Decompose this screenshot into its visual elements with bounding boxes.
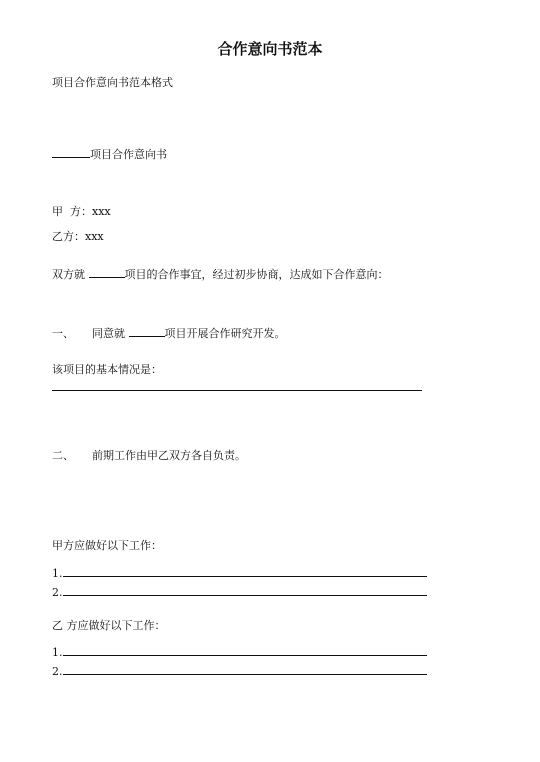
clause-one-before: 同意就 [92, 327, 129, 340]
party-b-task-1 [52, 644, 427, 660]
party-a-task-1-blank[interactable] [63, 565, 427, 577]
clause-one-project-blank[interactable] [129, 325, 165, 337]
clause-one-number: 一、 [52, 327, 74, 340]
project-heading [52, 146, 167, 162]
project-heading-text: 项目合作意向书 [90, 148, 167, 161]
party-b-line [52, 230, 104, 244]
clause-two-text: 前期工作由甲乙双方各自负责。 [92, 449, 246, 462]
party-a-value: xxx [92, 205, 111, 218]
clause-one-after: 项目开展合作研究开发。 [164, 327, 286, 340]
party-a-task-1 [52, 565, 427, 581]
party-a-line [52, 205, 111, 219]
party-b-value: xxx [85, 230, 104, 243]
party-a-task-2 [52, 584, 427, 600]
party-a-tasks-heading: 甲方应做好以下工作： [52, 539, 162, 552]
project-name-blank[interactable] [52, 146, 90, 158]
party-a-task-2-blank[interactable] [63, 584, 427, 596]
party-b-task-2-number: 2. [52, 665, 63, 678]
basic-info-blank[interactable] [52, 390, 422, 391]
intro-before: 双方就 [52, 268, 89, 281]
party-b-task-1-number: 1. [52, 646, 63, 659]
clause-two-number: 二、 [52, 449, 74, 462]
intro-sentence [52, 266, 389, 282]
party-a-label: 甲 方： [52, 205, 92, 218]
basic-info-label: 该项目的基本情况是： [52, 363, 162, 376]
intro-project-blank[interactable] [89, 266, 125, 278]
clause-two [52, 449, 246, 463]
party-a-task-1-number: 1. [52, 567, 63, 580]
party-b-tasks-heading: 乙 方应做好以下工作： [52, 619, 166, 632]
document-subtitle: 项目合作意向书范本格式 [52, 76, 173, 89]
party-b-task-1-blank[interactable] [63, 644, 427, 656]
intro-after: 项目的合作事宜，经过初步协商，达成如下合作意向： [124, 268, 389, 281]
party-b-label: 乙方： [52, 230, 85, 243]
party-a-task-2-number: 2. [52, 586, 63, 599]
party-b-task-2 [52, 663, 427, 679]
document-title: 合作意向书范本 [217, 40, 323, 58]
party-b-task-2-blank[interactable] [63, 663, 427, 675]
clause-one [52, 325, 286, 341]
